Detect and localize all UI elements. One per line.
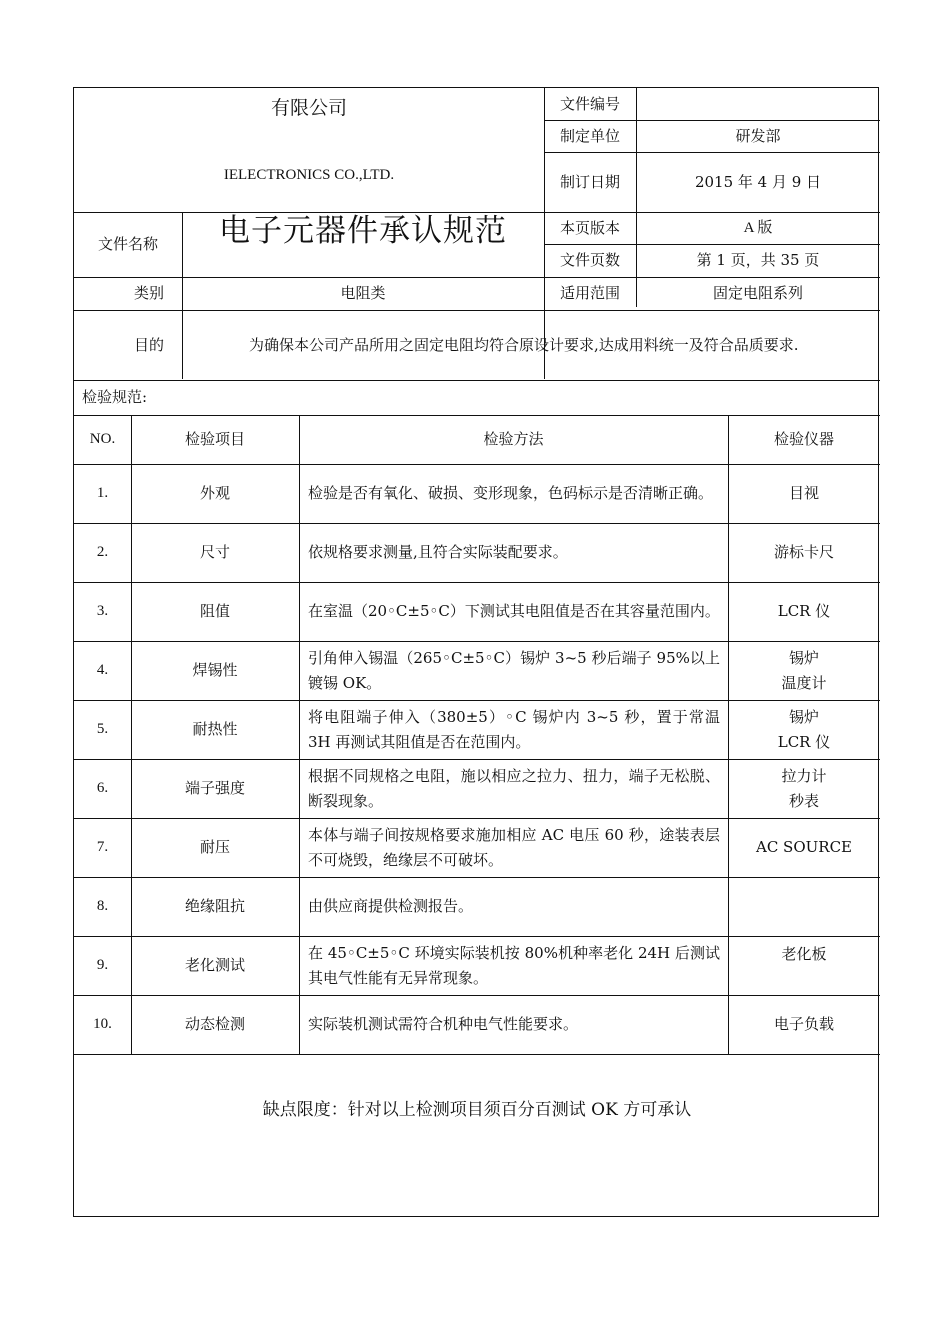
category-value: 电阻类 xyxy=(340,284,386,302)
row-method: 检验是否有氧化、破损、变形现象，色码标示是否清晰正确。 xyxy=(308,484,714,502)
row-item: 尺寸 xyxy=(199,543,230,561)
row-item: 绝缘阻抗 xyxy=(184,897,245,915)
row-item: 焊锡性 xyxy=(192,661,238,679)
row-instrument xyxy=(728,877,880,936)
row-method: 本体与端子间按规格要求施加相应 AC 电压 60 秒，途装表层不可烧毁，绝缘层不可破坏。 xyxy=(308,825,720,869)
version-label: 本页版本 xyxy=(559,218,620,237)
row-no: 5. xyxy=(96,721,109,737)
company-name-cn: 有限公司 xyxy=(270,96,347,119)
row-instrument xyxy=(728,523,880,582)
spec-title: 检验规范: xyxy=(82,388,148,406)
instrument-name: LCR 仪 xyxy=(777,732,831,751)
row-instrument xyxy=(728,700,880,759)
doc-no-label: 文件编号 xyxy=(559,94,620,113)
row-item: 老化测试 xyxy=(184,956,245,974)
row-item: 耐热性 xyxy=(192,720,238,738)
defect-limit-note: 缺点限度：针对以上检测项目须百分百测试 OK 方可承认 xyxy=(262,1099,692,1120)
spec-sheet xyxy=(73,87,879,1217)
instrument-name: 老化板 xyxy=(781,945,827,963)
row-no: 2. xyxy=(96,544,109,560)
row-method: 将电阻端子伸入（380±5）◦C 锡炉内 3~5 秒，置于常温 3H 再测试其阻值是否在范围内。 xyxy=(308,707,720,751)
doc-no-value xyxy=(636,88,880,120)
row-instrument xyxy=(728,995,880,1054)
col-header-no: NO. xyxy=(89,431,116,447)
row-instrument xyxy=(728,641,880,700)
instrument-name: 拉力计 xyxy=(781,766,827,785)
row-method: 在 45◦C±5◦C 环境实际装机按 80%机种率老化 24H 后测试其电气性能有无异常现象。 xyxy=(308,943,720,987)
row-method: 由供应商提供检测报告。 xyxy=(308,897,474,915)
row-instrument xyxy=(728,582,880,641)
instrument-name: 秒表 xyxy=(788,791,819,810)
category-label: 类别 xyxy=(133,284,164,302)
row-method: 在室温（20◦C±5◦C）下测试其电阻值是否在其容量范围内。 xyxy=(308,602,720,620)
row-method: 根据不同规格之电阻，施以相应之拉力、扭力，端子无松脱、断裂现象。 xyxy=(308,766,720,810)
date-value: 2015 年 4 月 9 日 xyxy=(694,172,822,191)
pages-label: 文件页数 xyxy=(559,251,620,269)
version-value: A 版 xyxy=(743,219,773,236)
company-name-en: IELECTRONICS CO.,LTD. xyxy=(223,166,395,183)
row-item: 外观 xyxy=(199,484,230,502)
row-method: 引角伸入锡温（265◦C±5◦C）锡炉 3~5 秒后端子 95%以上镀锡 OK。 xyxy=(308,648,720,692)
pages-value: 第 1 页，共 35 页 xyxy=(696,251,820,269)
instrument-name: 温度计 xyxy=(781,673,827,692)
row-method: 实际装机测试需符合机种电气性能要求。 xyxy=(308,1015,579,1033)
unit-value: 研发部 xyxy=(735,126,781,145)
instrument-name: 电子负载 xyxy=(773,1015,834,1033)
row-item: 耐压 xyxy=(199,838,230,856)
scope-value: 固定电阻系列 xyxy=(712,284,803,302)
date-label: 制订日期 xyxy=(559,172,620,191)
row-item: 端子强度 xyxy=(184,779,245,797)
unit-label: 制定单位 xyxy=(559,126,620,145)
instrument-name: 锡炉 xyxy=(788,707,819,726)
row-method: 依规格要求测量,且符合实际装配要求。 xyxy=(308,543,568,561)
col-header-method: 检验方法 xyxy=(483,430,544,448)
row-instrument xyxy=(728,759,880,818)
purpose-label: 目的 xyxy=(133,335,164,354)
col-header-item: 检验项目 xyxy=(184,430,245,448)
row-instrument xyxy=(728,818,880,877)
purpose-text: 为确保本公司产品所用之固定电阻均符合原设计要求,达成用料统一及符合品质要求. xyxy=(249,335,799,354)
instrument-name: 游标卡尺 xyxy=(773,543,834,561)
row-no: 1. xyxy=(96,485,109,501)
instrument-name: 锡炉 xyxy=(788,648,819,667)
row-item: 动态检测 xyxy=(184,1015,245,1033)
doc-title: 电子元器件承认规范 xyxy=(219,212,507,249)
row-instrument xyxy=(728,936,880,995)
row-item: 阻值 xyxy=(199,602,230,620)
scope-label: 适用范围 xyxy=(559,284,620,302)
doc-name-label: 文件名称 xyxy=(97,235,158,253)
instrument-name: LCR 仪 xyxy=(777,602,831,620)
row-instrument xyxy=(728,464,880,523)
instrument-name: 目视 xyxy=(788,484,819,502)
instrument-name: AC SOURCE xyxy=(755,838,852,856)
row-no: 7. xyxy=(96,839,109,855)
row-no: 4. xyxy=(96,662,109,678)
row-no: 10. xyxy=(93,1016,112,1032)
row-no: 3. xyxy=(96,603,109,619)
row-no: 6. xyxy=(96,780,109,796)
row-no: 8. xyxy=(96,898,109,914)
col-header-instrument: 检验仪器 xyxy=(773,430,834,448)
row-no: 9. xyxy=(96,957,109,973)
